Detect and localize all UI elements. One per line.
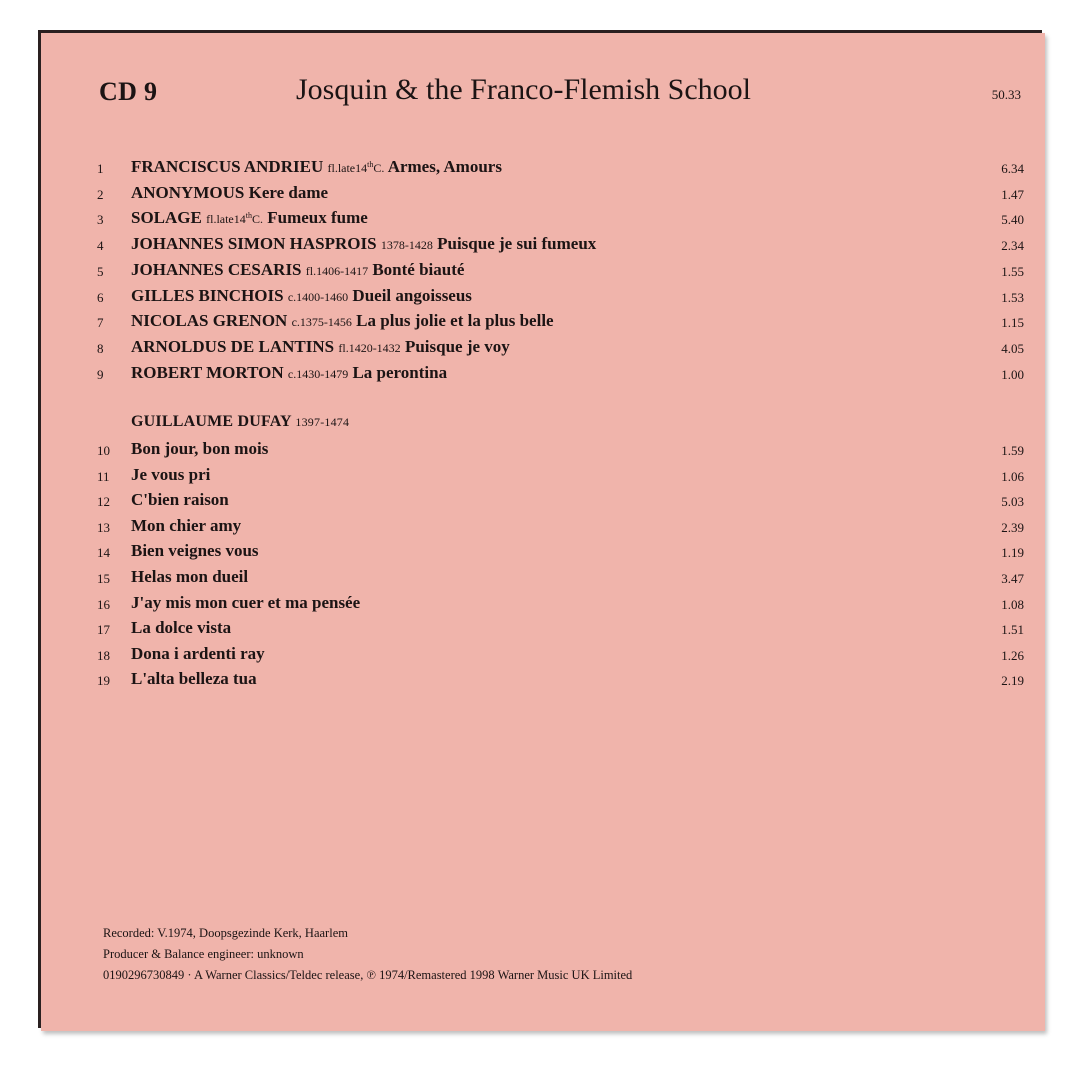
track-duration: 4.05 [1001,340,1024,356]
track-work: Mon chier amy [131,515,242,535]
track-row [41,157,1045,179]
dates-text: c.1375-1456 [291,315,352,330]
track-number: 14 [97,545,110,561]
track-row [41,183,1045,205]
track-composer: GILLES BINCHOIS [131,285,284,305]
dates-text: fl.1420-1432 [338,340,401,355]
track-work: Bon jour, bon mois [131,439,269,458]
track-entry [131,363,447,383]
dates-text: 1378-1428 [380,238,433,253]
track-composer-dates [381,238,433,252]
track-duration: 5.03 [1001,494,1024,510]
track-number: 8 [97,340,104,356]
section-composer: GUILLAUME DUFAY [131,413,292,430]
track-row [41,208,1045,230]
dates-text: fl.1406-1417 [305,263,369,278]
track-composer: NICOLAS GRENON [131,311,288,331]
credit-recorded: Recorded: V.1974, Doopsgezinde Kerk, Haarlem [103,926,348,940]
track-entry [131,337,510,357]
dates-text: c.1400-1460 [287,289,349,304]
track-composer: ANONYMOUS [131,182,245,202]
track-entry [131,311,554,331]
track-duration: 5.40 [1001,212,1024,228]
track-number: 3 [97,212,104,228]
track-duration: 1.06 [1001,468,1024,484]
track-duration: 3.47 [1001,571,1024,586]
track-duration: 1.26 [1001,647,1024,663]
track-composer-dates [292,315,352,329]
track-duration: 1.47 [1001,186,1024,202]
track-work: C'bien raison [131,490,229,510]
track-duration: 1.55 [1001,263,1024,279]
track-work: Dueil angoisseus [352,285,472,305]
dates-suffix: C. [252,212,264,227]
track-composer: ARNOLDUS DE LANTINS [131,336,335,356]
track-number: 2 [97,186,104,202]
track-duration: 2.34 [1001,238,1024,254]
track-number: 5 [97,263,104,279]
track-entry [131,208,368,228]
track-work: Fumeux fume [267,208,368,228]
track-work: Bonté biauté [372,259,465,279]
track-duration: 1.51 [1001,622,1024,638]
track-duration: 1.59 [1001,443,1024,458]
track-row [41,541,1045,563]
track-row [41,567,1045,589]
track-duration: 2.39 [1001,519,1024,535]
track-work: La dolce vista [131,618,232,638]
track-composer: JOHANNES SIMON HASPROIS [131,234,377,254]
track-number: 4 [97,238,104,254]
track-duration: 1.00 [1001,366,1024,382]
track-composer: SOLAGE [131,208,202,228]
track-composer: JOHANNES CESARIS [131,259,302,279]
track-entry [131,157,502,177]
section-heading [131,413,349,431]
track-composer-dates [327,161,384,175]
track-number: 9 [97,366,104,382]
dates-superscript: th [245,211,252,221]
section-dates: 1397-1474 [295,415,350,429]
track-row [41,490,1045,512]
credits [103,923,632,986]
track-duration: 2.19 [1001,673,1024,689]
track-composer-dates [288,367,348,381]
track-entry [131,234,596,254]
track-number: 10 [97,443,110,458]
track-work: L'alta belleza tua [131,669,257,689]
track-row [41,260,1045,282]
credit-producer: Producer & Balance engineer: unknown [103,947,304,961]
track-number: 18 [97,647,110,663]
track-duration: 1.08 [1001,596,1024,612]
track-work: Armes, Amours [387,157,502,176]
cd-label: CD 9 [99,77,158,106]
track-duration: 1.19 [1001,545,1024,561]
track-row [41,337,1045,359]
track-entry [131,286,472,306]
track-work: Bien veignes vous [131,541,259,561]
track-work: Dona i ardenti ray [131,643,265,663]
track-composer-dates [338,341,400,355]
track-number: 19 [97,673,110,689]
track-row [41,644,1045,666]
track-duration: 6.34 [1001,161,1024,176]
track-composer-dates [206,212,263,226]
track-work: La plus jolie et la plus belle [356,311,554,331]
track-number: 15 [97,571,110,586]
track-number: 6 [97,289,104,305]
track-duration: 1.53 [1001,289,1024,305]
track-entry [131,183,328,203]
track-composer: ROBERT MORTON [131,362,284,382]
track-composer-dates [306,264,368,278]
track-row [41,286,1045,308]
track-row [41,439,1045,461]
dates-superscript: th [367,160,374,169]
dates-text: fl.late14 [206,212,246,227]
track-number: 7 [97,315,104,331]
track-composer: FRANCISCUS ANDRIEU [131,157,324,176]
track-number: 16 [97,596,110,612]
track-work: J'ay mis mon cuer et ma pensée [131,592,361,612]
track-number: 12 [97,494,110,510]
track-entry [131,260,464,280]
track-work: La perontina [352,362,448,382]
track-row [41,593,1045,615]
track-work: Puisque je voy [404,336,510,356]
track-row [41,618,1045,640]
page-title: Josquin & the Franco-Flemish School [296,73,751,106]
track-duration: 1.15 [1001,315,1024,331]
track-row [41,465,1045,487]
dates-text: c.1430-1479 [287,366,349,381]
track-row [41,516,1045,538]
track-work: Je vous pri [131,464,211,484]
total-time: 50.33 [991,87,1021,102]
track-work: Helas mon dueil [131,567,249,586]
track-number: 1 [97,161,104,176]
track-composer-dates [288,290,348,304]
booklet-page [41,33,1045,1031]
track-row [41,669,1045,691]
track-work: Puisque je sui fumeux [437,234,597,254]
credit-release: 0190296730849 · A Warner Classics/Teldec release, ℗ 1974/Remastered 1998 Warner Music UK Limited [103,968,633,982]
track-row [41,363,1045,385]
dates-suffix: C. [373,161,385,175]
track-work: Kere dame [248,182,329,202]
track-row [41,234,1045,256]
track-row [41,311,1045,333]
track-number: 13 [97,519,110,535]
dates-text: fl.late14 [327,161,368,175]
track-number: 11 [97,468,110,484]
track-number: 17 [97,622,110,638]
